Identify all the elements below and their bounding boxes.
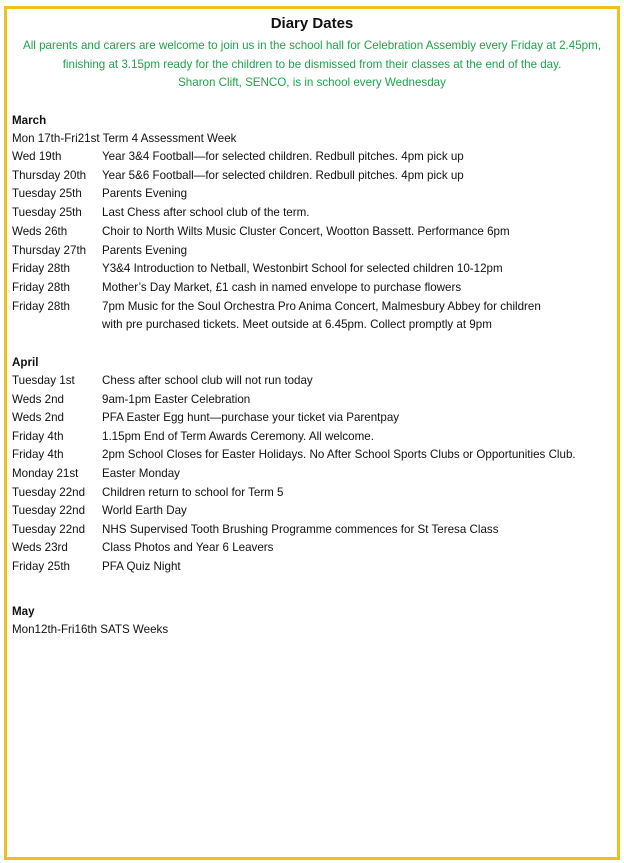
event-date: Weds 23rd (12, 541, 68, 555)
event-date: Weds 2nd (12, 411, 64, 425)
may-heading: May (12, 605, 35, 618)
event-description: 9am-1pm Easter Celebration (102, 392, 251, 406)
event-date: Monday 21st (12, 467, 79, 480)
event-description: Year 3&4 Football—for selected children. Redbull pitches. 4pm pick up (102, 150, 464, 163)
event-description: 7pm Music for the Soul Orchestra Pro Anima Concert, Malmesbury Abbey for children (102, 299, 541, 313)
event-description: Class Photos and Year 6 Leavers (102, 541, 274, 555)
event-description: Children return to school for Term 5 (102, 485, 284, 499)
event-description: PFA Quiz Night (102, 560, 181, 573)
event-date: Tuesday 25th (12, 187, 82, 201)
event-date: Tuesday 22nd (12, 485, 86, 499)
event-description: Y3&4 Introduction to Netball, Westonbirt School for selected children 10-12pm (102, 262, 503, 276)
event-date: Tuesday 25th (12, 206, 82, 220)
page-title: Diary Dates (270, 15, 354, 32)
notice-line: All parents and carers are welcome to join us in the school hall for Celebration Assembly every Friday at 2.45pm, (22, 39, 602, 52)
event-date: Friday 28th (12, 262, 70, 276)
notice-text (0, 37, 624, 93)
may-sats-weeks: Mon12th-Fri16th SATS Weeks (12, 623, 169, 636)
event-date: Thursday 20th (12, 168, 87, 182)
march-assessment-week: Mon 17th-Fri21st Term 4 Assessment Week (12, 132, 237, 145)
event-date: Thursday 27th (12, 243, 87, 257)
notice-line: Sharon Clift, SENCO, is in school every Wednesday (178, 76, 446, 90)
event-description: Parents Evening (102, 187, 188, 201)
notice-line: finishing at 3.15pm ready for the children to be dismissed from their classes at the end of the day. (62, 57, 562, 71)
april-heading: April (12, 356, 39, 369)
event-date: Friday 4th (12, 448, 64, 462)
event-date: Friday 28th (12, 299, 70, 313)
event-description: Year 5&6 Football—for selected children. Redbull pitches. 4pm pick up (102, 168, 464, 182)
march-heading: March (12, 114, 47, 127)
event-date: Wed 19th (12, 150, 62, 163)
event-description: World Earth Day (102, 504, 187, 518)
event-date: Weds 26th (12, 224, 68, 238)
event-date: Friday 4th (12, 429, 64, 443)
event-description: Choir to North Wilts Music Cluster Concert, Wootton Bassett. Performance 6pm (102, 224, 510, 238)
event-date: Tuesday 22nd (12, 522, 86, 536)
event-date: Tuesday 1st (12, 374, 75, 387)
event-description: Last Chess after school club of the term. (102, 206, 310, 220)
event-description: with pre purchased tickets. Meet outside at 6.45pm. Collect promptly at 9pm (102, 318, 492, 332)
event-date: Friday 28th (12, 280, 70, 294)
event-date: Tuesday 22nd (12, 504, 86, 518)
event-description: 1.15pm End of Term Awards Ceremony. All welcome. (102, 429, 374, 443)
event-description: Mother’s Day Market, £1 cash in named envelope to purchase flowers (102, 280, 462, 294)
event-date: Weds 2nd (12, 392, 64, 406)
event-description: Easter Monday (102, 467, 180, 480)
event-description: Parents Evening (102, 243, 188, 257)
event-description: NHS Supervised Tooth Brushing Programme commences for St Teresa Class (102, 522, 499, 536)
event-date: Friday 25th (12, 560, 70, 573)
event-description: PFA Easter Egg hunt—purchase your ticket via Parentpay (102, 411, 400, 425)
event-description: Chess after school club will not run today (102, 374, 313, 387)
event-description: 2pm School Closes for Easter Holidays. No After School Sports Clubs or Opportunities Club. (102, 448, 576, 462)
